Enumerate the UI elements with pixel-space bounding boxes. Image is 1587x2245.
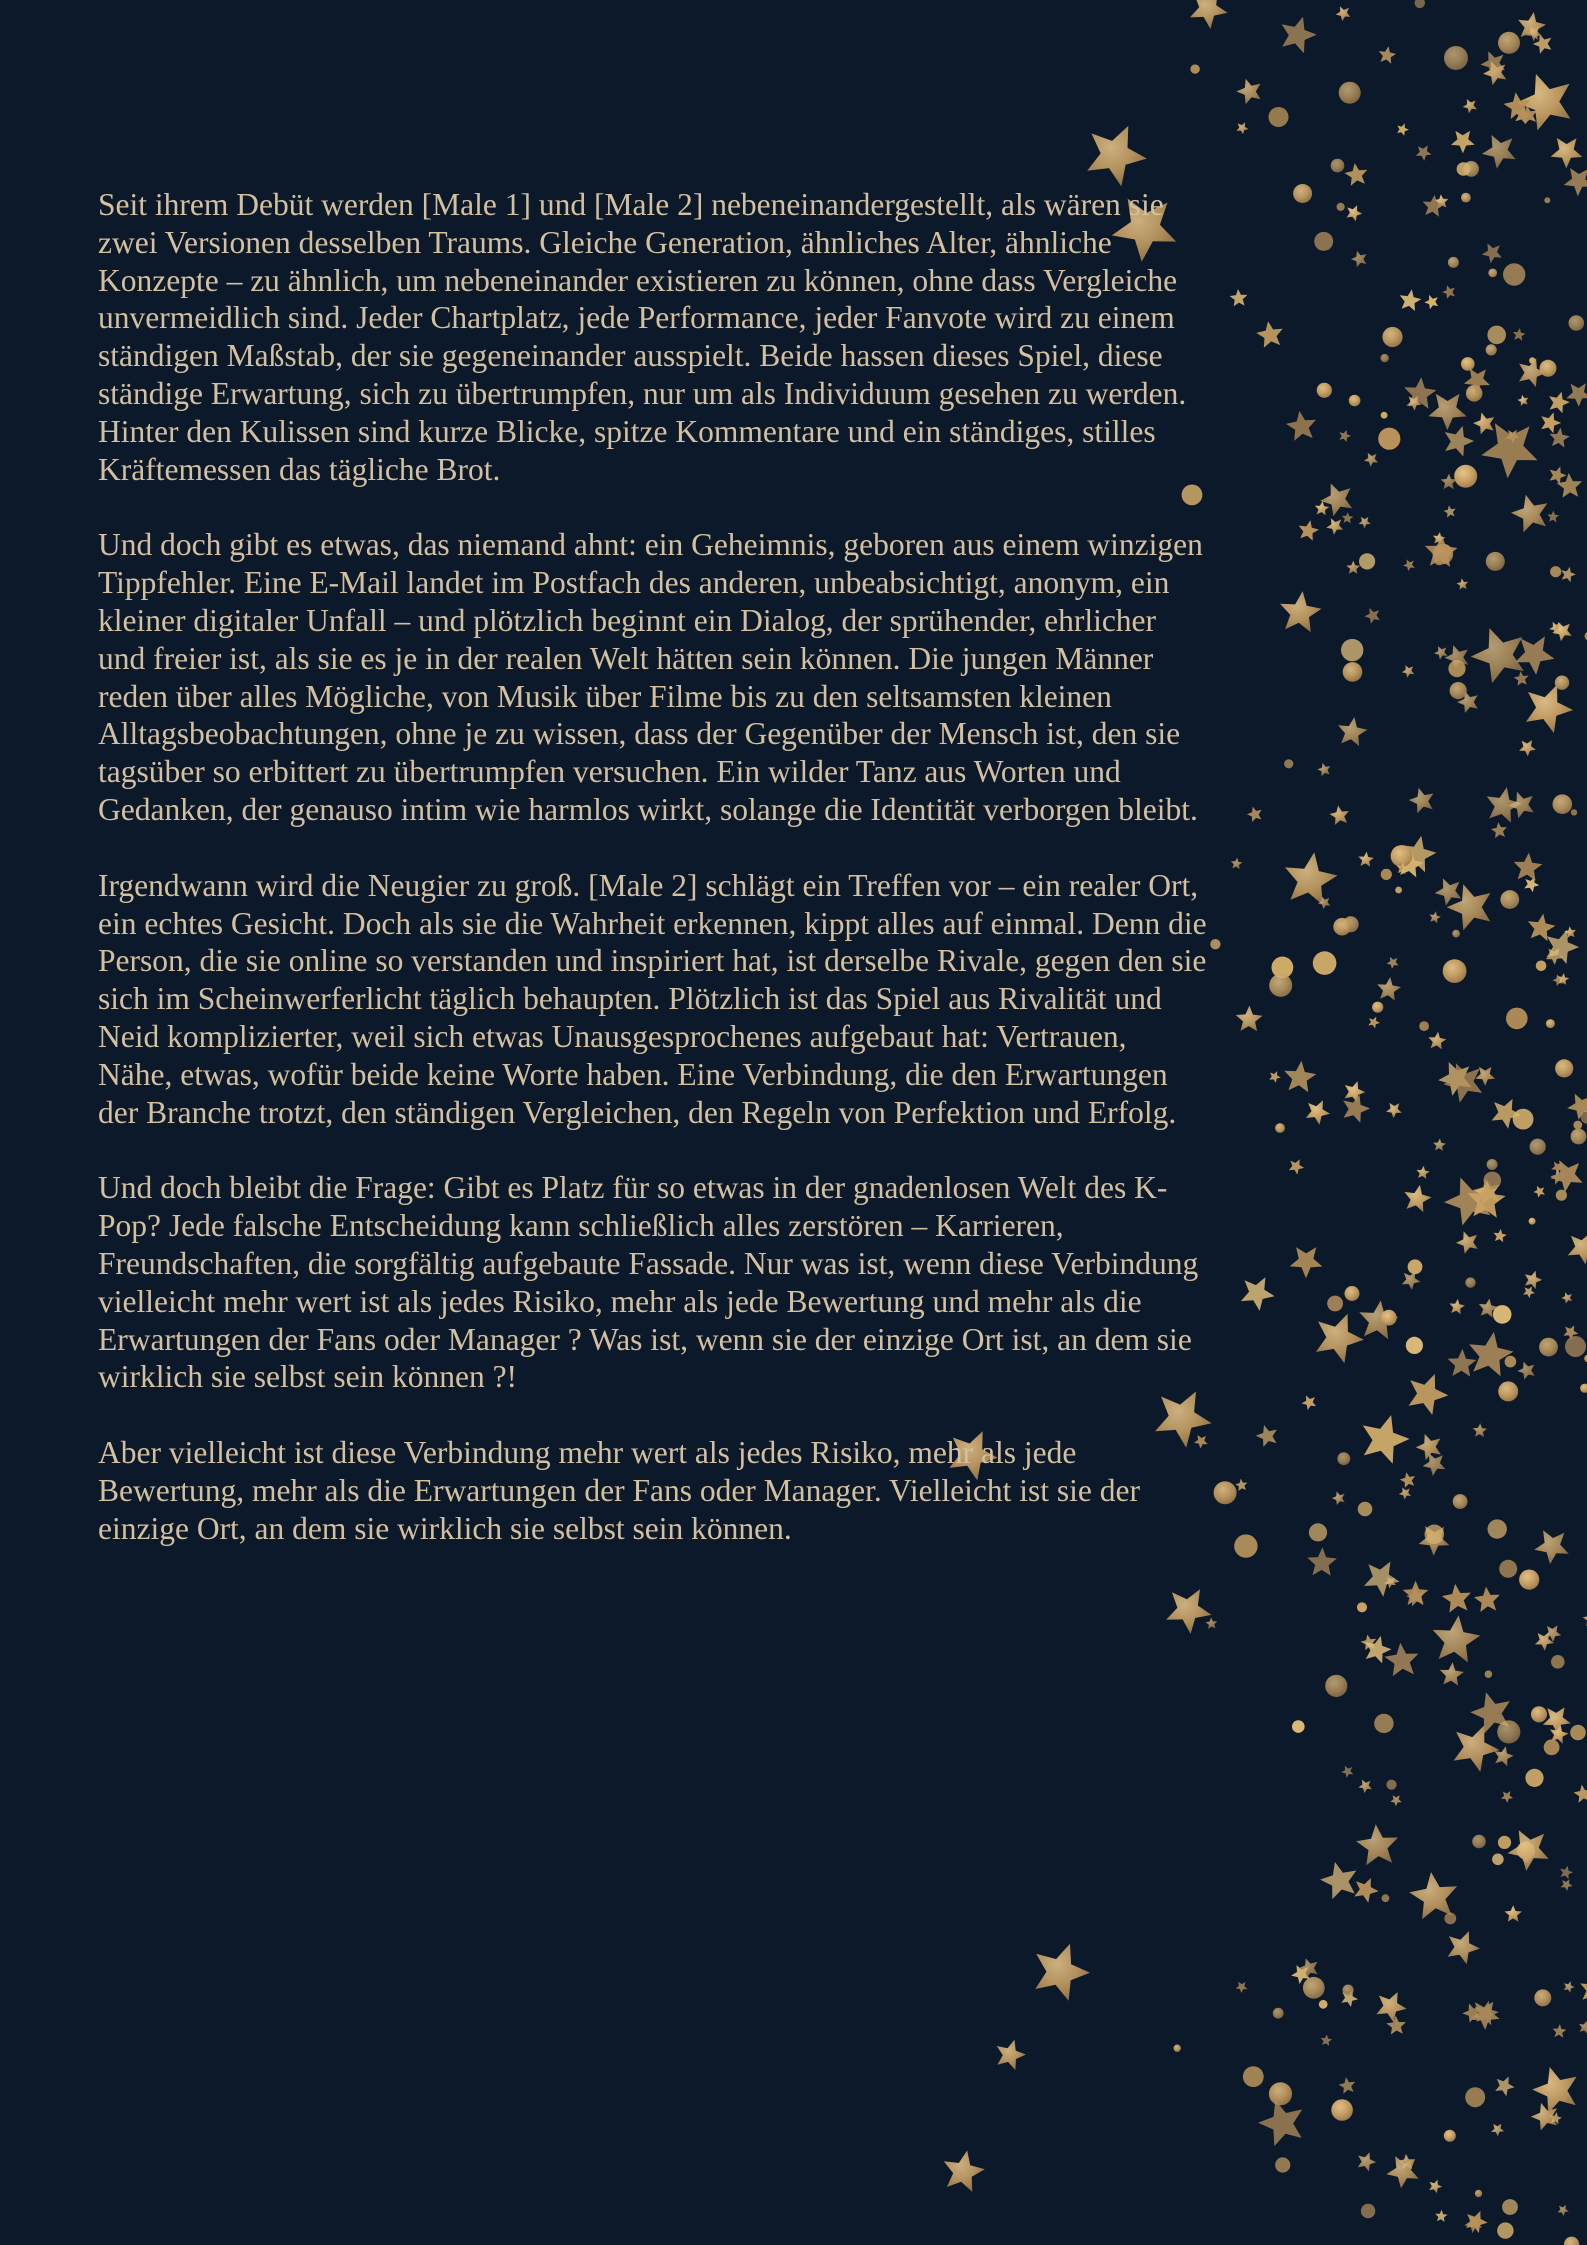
dot-icon — [1498, 32, 1520, 54]
star-icon — [1504, 1905, 1522, 1922]
dot-icon — [1444, 1913, 1456, 1925]
star-icon — [1482, 243, 1502, 263]
dot-icon — [1269, 974, 1292, 997]
star-icon — [997, 2040, 1026, 2071]
star-icon — [1368, 1017, 1380, 1029]
dot-icon — [1415, 0, 1425, 8]
dot-icon — [1551, 1655, 1565, 1669]
star-icon — [1473, 412, 1494, 434]
dot-icon — [1275, 2157, 1290, 2172]
star-icon — [1514, 671, 1529, 686]
dot-icon — [1372, 1002, 1383, 1013]
star-icon — [1469, 1332, 1513, 1376]
star-icon — [1561, 1292, 1572, 1303]
dot-icon — [1569, 315, 1585, 331]
star-icon — [1358, 2152, 1377, 2171]
star-icon — [944, 2150, 985, 2192]
star-icon — [1341, 1766, 1353, 1778]
dot-icon — [1381, 412, 1388, 419]
star-icon — [1440, 1662, 1464, 1686]
dot-icon — [1292, 1720, 1305, 1733]
star-icon — [1471, 628, 1524, 683]
dot-icon — [1571, 1129, 1587, 1145]
dot-icon — [1378, 428, 1400, 450]
dot-icon — [1505, 1356, 1517, 1368]
dot-icon — [1546, 1019, 1555, 1028]
star-icon — [1359, 517, 1371, 529]
star-icon — [1574, 1785, 1587, 1803]
dot-icon — [1331, 2099, 1353, 2121]
star-icon — [1561, 567, 1576, 582]
dot-icon — [1341, 639, 1363, 661]
dot-icon — [1381, 354, 1389, 362]
star-icon — [1525, 1271, 1543, 1290]
star-icon — [1534, 1530, 1569, 1564]
star-icon — [1558, 2205, 1569, 2216]
star-icon — [1550, 467, 1567, 485]
star-icon — [1448, 1931, 1480, 1964]
star-icon — [1345, 163, 1368, 186]
star-icon — [1190, 0, 1228, 29]
dot-icon — [1534, 1989, 1551, 2006]
star-icon — [1435, 878, 1462, 905]
star-icon — [1491, 2124, 1504, 2137]
star-icon — [1345, 1081, 1366, 1103]
star-icon — [1338, 717, 1367, 746]
star-icon — [1285, 852, 1338, 905]
star-icon — [1519, 740, 1536, 757]
star-icon — [1564, 1981, 1575, 1993]
star-icon — [1474, 1587, 1500, 1612]
star-icon — [1409, 1872, 1457, 1919]
dot-icon — [1317, 383, 1332, 398]
dot-icon — [1503, 263, 1525, 285]
star-icon — [1583, 1611, 1587, 1626]
star-icon — [1290, 1247, 1323, 1278]
dot-icon — [1465, 1277, 1475, 1287]
dot-icon — [1381, 869, 1392, 880]
star-icon — [1339, 430, 1351, 442]
paragraph-3: Irgendwann wird die Neugier zu groß. [Male 2] schlägt ein Treffen vor – ein realer Ort, ein echtes Gesicht. Doch als sie die Wahrheit erkennen, kippt alles auf einmal. Denn die Person, die sie online so verstanden und inspiriert hat, ist derselbe Rivale, gegen den sie sich im Scheinwerferlicht täglich behaupten. Plötzlich ist das Spiel aus Rivalität und Neid komplizierter, weil sich etwas Unausgesprochenes aufgebaut hat: Vertrauen, Nähe, etwas, wofür beide keine Worte haben. Eine Verbindung, die den Erwartungen der Branche trotzt, den ständigen Vergleichen, den Regeln von Perfektion und Erfolg. — [98, 867, 1207, 1130]
dot-icon — [1488, 269, 1497, 278]
dot-icon — [1314, 232, 1333, 251]
star-icon — [1321, 2035, 1333, 2046]
dot-icon — [1443, 959, 1467, 983]
star-icon — [1365, 608, 1380, 624]
dot-icon — [1386, 1780, 1396, 1790]
star-icon — [1343, 1095, 1370, 1123]
star-icon — [1526, 685, 1573, 734]
dot-icon — [1374, 1714, 1393, 1733]
star-icon — [1532, 2067, 1576, 2113]
star-icon — [1533, 1186, 1545, 1198]
star-icon — [1541, 412, 1561, 433]
dot-icon — [1190, 64, 1199, 73]
star-icon — [1241, 1277, 1275, 1311]
dot-icon — [1454, 465, 1477, 488]
star-icon — [1231, 858, 1243, 870]
star-icon — [1236, 1982, 1248, 1993]
star-icon — [1306, 1100, 1330, 1124]
dot-icon — [1269, 2082, 1292, 2105]
star-icon — [1356, 1824, 1398, 1865]
star-icon — [1463, 99, 1477, 113]
dot-icon — [1214, 1481, 1237, 1504]
star-icon — [1247, 807, 1262, 822]
star-icon — [1364, 1562, 1400, 1597]
dot-icon — [1564, 2237, 1579, 2245]
star-icon — [1449, 1299, 1465, 1315]
dot-icon — [1391, 845, 1413, 867]
star-icon — [1514, 853, 1543, 881]
dot-icon — [1487, 326, 1506, 345]
star-icon — [1282, 17, 1317, 54]
star-icon — [1269, 1071, 1281, 1083]
paragraph-1: Seit ihrem Debüt werden [Male 1] und [Male 2] nebeneinandergestellt, als wären sie zwei Versionen desselben Traums. Gleiche Generation, ähnliches Alter, ähnliche Konzepte – zu ähnlich, um nebeneinander existieren zu können, ohne dass Vergleiche unvermeidlich sind. Jeder Chartplatz, jede Performance, jeder Fanvote wird zu einem ständigen Maßstab, der sie gegeneinander ausspielt. Beide hassen dieses Spiel, diese ständige Erwartung, sich zu übertrumpfen, nur um als Individuum gesehen zu werden. Hinter den Kulissen sind kurze Blicke, spitze Kommentare und ein ständiges, stilles Kräftemessen das tägliche Brot. — [98, 187, 1187, 487]
dot-icon — [1313, 951, 1337, 975]
star-icon — [1416, 1166, 1429, 1179]
star-icon — [1384, 1643, 1418, 1676]
star-icon — [1428, 1032, 1446, 1050]
star-icon — [1230, 289, 1248, 306]
star-icon — [1547, 511, 1559, 522]
dot-icon — [1293, 184, 1312, 203]
star-icon — [1451, 131, 1475, 154]
star-icon — [1397, 123, 1409, 135]
star-icon — [1379, 46, 1396, 63]
dot-icon — [1325, 1675, 1347, 1697]
star-icon — [1346, 561, 1360, 575]
dot-icon — [1358, 1502, 1373, 1517]
dot-icon — [1573, 1121, 1582, 1130]
paragraph-2: Und doch gibt es etwas, das niemand ahnt: ein Geheimnis, geboren aus einem winzigen Tippfehler. Eine E-Mail landet im Postfach des anderen, unbeabsichtigt, anonym, ein kleiner digitaler Unfall – und plötzlich beginnt ein Dialog, der sprühender, ehrlicher und freier ist, als sie es je in der realen Welt hätten sein können. Die jungen Männer reden über alles Mögliche, von Musik über Filme bis zu den seltsamsten kleinen Alltagsbeobachtungen, ohne je zu wissen, dass der Gegenüber der Mensch ist, den sie tagsüber so erbittert zu übertrumpfen versuchen. Ein wilder Tanz aus Worten und Gedanken, der genauso intim wie harmlos wirkt, solange die Identität verborgen bleibt. — [98, 527, 1203, 827]
star-icon — [1523, 1287, 1535, 1299]
dot-icon — [1555, 676, 1569, 690]
dot-icon — [1556, 1190, 1567, 1201]
star-icon — [1339, 2077, 1356, 2094]
dot-icon — [1339, 82, 1361, 104]
dot-icon — [1457, 162, 1471, 176]
dot-icon — [1448, 257, 1459, 268]
star-icon — [1466, 2211, 1488, 2233]
star-icon — [1166, 1589, 1211, 1634]
star-icon — [1409, 1374, 1449, 1415]
dot-icon — [1570, 1725, 1586, 1741]
dot-icon — [1382, 1894, 1390, 1902]
star-icon — [1351, 251, 1367, 267]
dot-icon — [1395, 887, 1402, 894]
dot-icon — [1536, 961, 1547, 972]
document-text — [98, 186, 1208, 1586]
dot-icon — [1513, 1109, 1534, 1130]
dot-icon — [1550, 566, 1561, 577]
dot-icon — [1500, 890, 1519, 909]
dot-icon — [1465, 2087, 1485, 2107]
dot-icon — [1309, 1523, 1327, 1541]
dot-icon — [1529, 1218, 1536, 1225]
star-icon — [1444, 505, 1456, 517]
dot-icon — [1499, 1560, 1517, 1578]
dot-icon — [1472, 1835, 1486, 1849]
dot-icon — [1493, 1305, 1512, 1324]
star-icon — [1491, 822, 1507, 838]
star-icon — [1035, 1944, 1090, 2001]
star-icon — [1517, 1362, 1535, 1380]
star-icon — [1386, 1103, 1402, 1118]
star-icon — [1400, 289, 1422, 311]
dot-icon — [1488, 1519, 1507, 1538]
star-icon — [1442, 285, 1455, 299]
dot-icon — [1357, 1602, 1367, 1612]
dot-icon — [1453, 1494, 1468, 1509]
star-icon — [1286, 411, 1316, 441]
star-icon — [1402, 665, 1415, 678]
star-icon — [1435, 2210, 1447, 2222]
star-icon — [1386, 2016, 1406, 2035]
star-icon — [1416, 1434, 1441, 1460]
star-icon — [1402, 1271, 1421, 1290]
star-icon — [1445, 426, 1474, 457]
star-icon — [1433, 1615, 1481, 1662]
paragraph-4: Und doch bleibt die Frage: Gibt es Platz für so etwas in der gnadenlosen Welt des K-Pop? Jede falsche Entscheidung kann schließlich alles zerstören – Karrieren, Freundschaften, die sorgfältig aufgebaute Fassade. Nur was ist, wenn diese Verbindung vielleicht mehr wert ist als jedes Risiko, mehr als jede Bewertung und mehr als die Erwartungen der Fans oder Manager ? Was ist, wenn sie der einzige Ort ist, an dem sie wirklich sie selbst sein können ?! — [98, 1170, 1199, 1395]
star-icon — [1409, 788, 1434, 814]
star-icon — [1256, 321, 1282, 348]
dot-icon — [1345, 1286, 1360, 1301]
star-icon — [1566, 383, 1587, 407]
star-icon — [1329, 805, 1349, 825]
star-icon — [1429, 911, 1441, 923]
dot-icon — [1497, 1720, 1520, 1743]
star-icon — [1564, 168, 1587, 196]
dot-icon — [1544, 197, 1550, 203]
dot-icon — [1475, 2190, 1482, 2197]
dot-icon — [1319, 2000, 1328, 2009]
star-icon — [1495, 2077, 1514, 2097]
star-icon — [1358, 852, 1374, 867]
star-icon — [1442, 1584, 1471, 1613]
star-icon — [1400, 1472, 1415, 1488]
dot-icon — [1498, 1836, 1511, 1849]
star-icon — [1317, 763, 1330, 777]
dot-icon — [1444, 2130, 1456, 2142]
star-icon — [1236, 1006, 1263, 1032]
star-icon — [1508, 792, 1534, 819]
dot-icon — [1466, 385, 1483, 402]
star-icon — [1433, 1138, 1446, 1151]
dot-icon — [1327, 1296, 1343, 1312]
star-icon — [1387, 957, 1399, 969]
star-icon — [1403, 559, 1415, 571]
dot-icon — [1425, 1525, 1445, 1545]
star-icon — [1342, 512, 1354, 523]
star-icon — [1358, 1780, 1372, 1794]
star-icon — [1364, 453, 1378, 467]
dot-icon — [1452, 930, 1460, 938]
star-icon — [1236, 79, 1260, 105]
dot-icon — [1382, 327, 1402, 347]
star-icon — [1284, 1061, 1316, 1093]
star-icon — [1456, 1231, 1478, 1254]
dot-icon — [1210, 939, 1220, 949]
star-icon — [1316, 1314, 1364, 1363]
star-icon — [1511, 495, 1547, 533]
star-icon — [1336, 6, 1351, 21]
dot-icon — [1337, 1452, 1350, 1465]
star-icon — [1528, 914, 1556, 942]
dot-icon — [1343, 662, 1363, 682]
dot-icon — [1269, 107, 1289, 127]
dot-icon — [1419, 1021, 1429, 1031]
star-icon — [1501, 1791, 1513, 1803]
dot-icon — [1333, 918, 1351, 936]
star-icon — [1390, 1795, 1402, 1806]
star-icon — [1377, 977, 1401, 1001]
dot-icon — [1497, 2222, 1513, 2238]
star-icon — [1560, 1866, 1573, 1879]
star-icon — [1326, 518, 1343, 535]
star-icon — [1205, 1617, 1217, 1629]
star-icon — [1473, 1423, 1488, 1437]
star-icon — [1363, 1415, 1410, 1464]
dot-icon — [1343, 1985, 1354, 1996]
dot-icon — [1234, 1534, 1257, 1557]
star-icon — [1289, 1159, 1304, 1174]
star-icon — [1315, 501, 1330, 515]
star-icon — [1280, 591, 1322, 632]
star-icon — [1236, 122, 1248, 134]
dot-icon — [1349, 395, 1361, 407]
dot-icon — [1406, 1337, 1423, 1354]
star-icon — [1549, 392, 1570, 414]
dot-icon — [1381, 1310, 1397, 1326]
star-icon — [1354, 1878, 1378, 1903]
star-icon — [1579, 2021, 1587, 2034]
dot-icon — [1331, 159, 1345, 173]
dot-icon — [1361, 2204, 1375, 2218]
dot-icon — [1519, 1570, 1539, 1590]
star-icon — [1482, 135, 1516, 169]
dot-icon — [1461, 357, 1475, 371]
dot-icon — [1502, 2199, 1518, 2215]
star-icon — [1299, 520, 1319, 541]
dot-icon — [1273, 2008, 1284, 2019]
star-icon — [1307, 1547, 1337, 1576]
star-icon — [1517, 395, 1528, 406]
dot-icon — [1531, 1706, 1547, 1722]
dot-icon — [1571, 809, 1577, 815]
star-icon — [1424, 295, 1438, 309]
star-icon — [1553, 2024, 1567, 2038]
dot-icon — [1284, 759, 1293, 768]
dot-icon — [1530, 1139, 1546, 1155]
dot-icon — [1243, 2066, 1264, 2087]
star-icon — [1454, 1725, 1500, 1772]
star-icon — [1580, 1976, 1587, 2003]
star-icon — [1508, 1830, 1549, 1871]
star-icon — [1543, 1707, 1571, 1734]
dot-icon — [1450, 682, 1467, 699]
dot-icon — [1487, 1159, 1498, 1170]
dot-icon — [1303, 1977, 1325, 1999]
star-icon — [1513, 328, 1526, 341]
dot-icon — [1553, 794, 1573, 814]
star-icon — [1524, 877, 1539, 892]
dot-icon — [1337, 203, 1345, 211]
dot-icon — [1461, 193, 1471, 203]
dot-icon — [1498, 1381, 1518, 1401]
dot-icon — [1506, 1008, 1528, 1030]
star-icon — [1494, 1229, 1507, 1242]
star-icon — [1376, 1992, 1406, 2023]
dot-icon — [1525, 1769, 1543, 1787]
star-icon — [1428, 394, 1466, 431]
star-icon — [1235, 1479, 1247, 1491]
dot-icon — [1492, 1854, 1504, 1866]
star-icon — [1256, 1425, 1277, 1447]
star-icon — [1320, 1862, 1356, 1899]
star-icon — [1346, 205, 1362, 221]
star-icon — [1568, 1233, 1587, 1265]
dot-icon — [1359, 553, 1375, 569]
dot-icon — [1174, 2045, 1181, 2052]
star-icon — [1457, 578, 1469, 590]
star-icon — [1551, 138, 1583, 169]
dot-icon — [1539, 1338, 1558, 1357]
star-icon — [1087, 126, 1147, 186]
dot-icon — [1485, 1670, 1493, 1678]
star-icon — [1302, 1395, 1317, 1410]
star-icon — [1561, 1879, 1573, 1891]
star-icon — [1404, 1185, 1431, 1213]
star-icon — [1416, 145, 1432, 160]
dot-icon — [1555, 1059, 1573, 1077]
star-icon — [1258, 2100, 1302, 2146]
dot-icon — [1275, 1123, 1285, 1133]
dot-icon — [1444, 46, 1468, 70]
star-icon — [1332, 1491, 1345, 1505]
dot-icon — [1565, 1336, 1586, 1357]
paragraph-5: Aber vielleicht ist diese Verbindung mehr wert als jedes Risiko, mehr als jede Bewertung, mehr als die Erwartungen der Fans oder Manager. Vielleicht ist sie der einzige Ort, an dem sie wirklich sie selbst sein können. — [98, 1435, 1140, 1546]
star-icon — [1399, 1487, 1411, 1499]
dot-icon — [1580, 1384, 1587, 1393]
star-icon — [1429, 2180, 1442, 2194]
dot-icon — [1486, 552, 1505, 571]
dot-icon — [1544, 1739, 1560, 1755]
dot-icon — [1486, 344, 1497, 355]
star-icon — [1448, 1349, 1477, 1377]
